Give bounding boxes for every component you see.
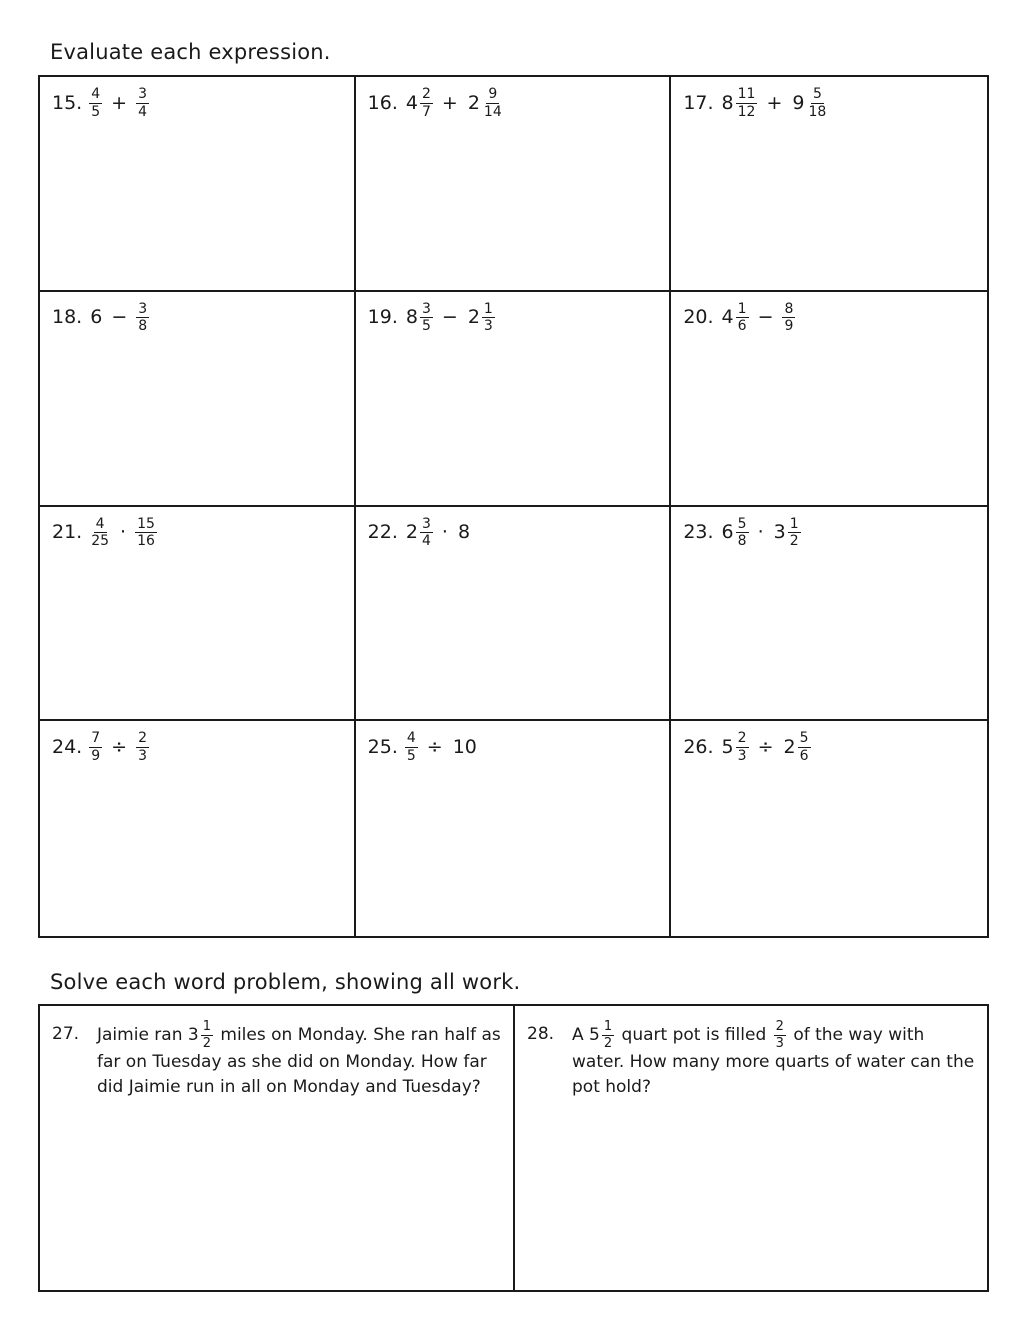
operator: · xyxy=(757,521,764,544)
problem-cell xyxy=(40,77,356,292)
whole-number: 9 xyxy=(792,91,805,114)
fraction xyxy=(482,302,495,334)
fraction-numerator: 8 xyxy=(784,300,794,317)
problem-expression xyxy=(52,87,354,119)
fraction xyxy=(782,302,795,334)
fraction-numerator: 3 xyxy=(138,300,148,317)
fraction-denominator: 8 xyxy=(138,318,148,335)
word-problem-text-segment: of the way with water. How many more quarts of water can the pot hold? xyxy=(572,1025,975,1098)
fraction xyxy=(798,731,811,763)
problem-cell xyxy=(671,77,987,292)
problem-cell xyxy=(356,721,672,936)
fraction-numerator: 15 xyxy=(137,515,155,532)
problem-expression xyxy=(52,731,354,763)
word-problem-number: 27. xyxy=(52,1024,80,1044)
problem-expression xyxy=(683,87,987,119)
whole-number: 2 xyxy=(467,306,480,329)
fraction xyxy=(89,87,102,119)
fraction-numerator: 5 xyxy=(812,86,822,102)
whole-number: 10 xyxy=(452,735,477,758)
problem-expression xyxy=(52,517,354,549)
fraction-denominator: 12 xyxy=(737,103,756,120)
whole-number: 4 xyxy=(405,91,418,114)
fraction-denominator: 6 xyxy=(799,747,809,764)
problem-number: 26. xyxy=(683,735,714,758)
problem-expression xyxy=(368,731,670,763)
fraction xyxy=(420,87,433,119)
problem-cell xyxy=(40,292,356,507)
fraction xyxy=(135,517,157,549)
fraction xyxy=(420,517,433,549)
whole-number: 5 xyxy=(721,735,734,758)
fraction-numerator: 3 xyxy=(421,515,431,532)
fraction-numerator: 1 xyxy=(737,300,747,317)
fraction-denominator: 3 xyxy=(775,1035,784,1051)
problem-expression xyxy=(683,302,987,334)
operator: − xyxy=(111,306,128,329)
fraction-numerator: 7 xyxy=(91,730,101,747)
whole-number: 2 xyxy=(783,735,796,758)
problem-number: 20. xyxy=(683,306,714,329)
operator: − xyxy=(441,306,458,329)
problem-number: 17. xyxy=(683,91,714,114)
fraction-numerator: 1 xyxy=(483,300,493,317)
fraction-denominator: 3 xyxy=(483,318,493,335)
operator: · xyxy=(441,521,448,544)
operator: · xyxy=(120,521,127,544)
fraction xyxy=(736,517,749,549)
fraction-denominator: 4 xyxy=(138,103,147,120)
fraction-denominator: 6 xyxy=(737,318,747,335)
operator: + xyxy=(766,91,783,114)
fraction xyxy=(136,302,149,334)
problem-cell xyxy=(671,721,987,936)
fraction-numerator: 11 xyxy=(737,86,756,102)
instructions-word-problems: Solve each word problem, showing all work. xyxy=(50,970,521,994)
fraction xyxy=(136,87,149,119)
fraction-denominator: 14 xyxy=(483,103,502,120)
fraction-numerator: 3 xyxy=(138,86,147,102)
fraction-denominator: 5 xyxy=(406,747,416,764)
fraction-numerator: 1 xyxy=(603,1019,613,1034)
problem-number: 16. xyxy=(367,91,398,114)
word-problem-cell xyxy=(40,1006,515,1290)
word-problem-text-segment: Jaimie ran 3 xyxy=(97,1025,199,1046)
fraction-denominator: 9 xyxy=(91,747,101,764)
fraction xyxy=(736,302,749,334)
fraction-numerator: 2 xyxy=(421,86,431,102)
fraction xyxy=(788,517,801,549)
fraction-numerator: 2 xyxy=(138,730,147,747)
fraction-numerator: 4 xyxy=(406,730,416,747)
whole-number: 2 xyxy=(405,521,418,544)
fraction-denominator: 16 xyxy=(137,533,155,550)
whole-number: 6 xyxy=(90,306,103,329)
whole-number: 4 xyxy=(721,306,734,329)
operator: ÷ xyxy=(111,735,128,758)
fraction-denominator: 18 xyxy=(808,103,827,120)
fraction xyxy=(774,1020,786,1050)
fraction-numerator: 5 xyxy=(799,730,809,747)
fraction-denominator: 5 xyxy=(91,103,101,120)
fraction-numerator: 2 xyxy=(775,1019,784,1034)
problem-expression xyxy=(683,731,987,763)
word-problem-text xyxy=(97,1020,503,1290)
operator: ÷ xyxy=(757,735,774,758)
problem-number: 18. xyxy=(52,306,83,329)
fraction-denominator: 4 xyxy=(421,533,431,550)
whole-number: 2 xyxy=(467,91,480,114)
fraction-denominator: 25 xyxy=(91,533,110,550)
problem-number: 24. xyxy=(52,735,83,758)
problem-cell xyxy=(40,507,356,722)
problem-cell xyxy=(356,77,672,292)
problem-number: 25. xyxy=(367,735,398,758)
problem-expression xyxy=(52,302,354,334)
whole-number: 6 xyxy=(721,521,734,544)
fraction-numerator: 4 xyxy=(95,515,105,532)
word-problem-text-segment: A 5 xyxy=(572,1025,600,1046)
operator: + xyxy=(441,91,458,114)
fraction xyxy=(602,1020,614,1050)
word-problem-cell xyxy=(515,1006,987,1290)
problem-number: 23. xyxy=(683,521,714,544)
operator: ÷ xyxy=(426,735,443,758)
fraction-denominator: 2 xyxy=(603,1035,613,1051)
fraction-denominator: 7 xyxy=(421,103,431,120)
problem-cell xyxy=(671,507,987,722)
problem-number: 19. xyxy=(367,306,398,329)
problem-number: 15. xyxy=(52,91,83,114)
fraction-denominator: 2 xyxy=(202,1035,211,1051)
problem-expression xyxy=(368,87,670,119)
word-problem-number: 28. xyxy=(527,1024,555,1044)
fraction-numerator: 1 xyxy=(789,515,799,532)
word-problem-text-segment: miles on Monday. She ran half as far on Tuesday as she did on Monday. How far did Jaimie run in all on Monday and Tuesday? xyxy=(97,1025,501,1098)
whole-number: 3 xyxy=(773,521,786,544)
problem-cell xyxy=(356,292,672,507)
fraction xyxy=(420,302,433,334)
word-problem-text xyxy=(572,1020,977,1290)
fraction-numerator: 5 xyxy=(737,515,747,532)
fraction-denominator: 9 xyxy=(784,318,794,335)
fraction-denominator: 3 xyxy=(737,747,747,764)
fraction xyxy=(136,731,149,763)
problem-expression xyxy=(368,517,670,549)
fraction xyxy=(482,87,504,119)
whole-number: 8 xyxy=(405,306,418,329)
fraction-numerator: 3 xyxy=(421,300,431,317)
problem-expression xyxy=(683,517,987,549)
fraction xyxy=(736,87,758,119)
fraction-numerator: 4 xyxy=(91,86,101,102)
word-problem-text-segment: quart pot is filled xyxy=(616,1025,772,1046)
word-problem-table xyxy=(38,1004,989,1292)
whole-number: 8 xyxy=(457,521,471,544)
fraction xyxy=(89,731,102,763)
fraction-denominator: 2 xyxy=(789,533,799,550)
problem-cell xyxy=(356,507,672,722)
problem-cell xyxy=(40,721,356,936)
fraction xyxy=(405,731,418,763)
problem-cell xyxy=(671,292,987,507)
operator: − xyxy=(757,306,774,329)
fraction xyxy=(89,517,111,549)
fraction xyxy=(736,731,749,763)
problem-number: 22. xyxy=(367,521,398,544)
instructions-evaluate: Evaluate each expression. xyxy=(50,40,331,64)
fraction xyxy=(201,1020,213,1050)
expression-grid xyxy=(38,75,989,938)
fraction-denominator: 5 xyxy=(421,318,431,335)
whole-number: 8 xyxy=(721,91,734,114)
fraction-numerator: 9 xyxy=(488,86,498,102)
operator: + xyxy=(111,91,128,114)
problem-expression xyxy=(368,302,670,334)
fraction-numerator: 1 xyxy=(202,1019,211,1034)
problem-number: 21. xyxy=(52,521,83,544)
fraction-denominator: 8 xyxy=(737,533,747,550)
fraction xyxy=(806,87,828,119)
fraction-denominator: 3 xyxy=(138,747,147,764)
fraction-numerator: 2 xyxy=(737,730,747,747)
